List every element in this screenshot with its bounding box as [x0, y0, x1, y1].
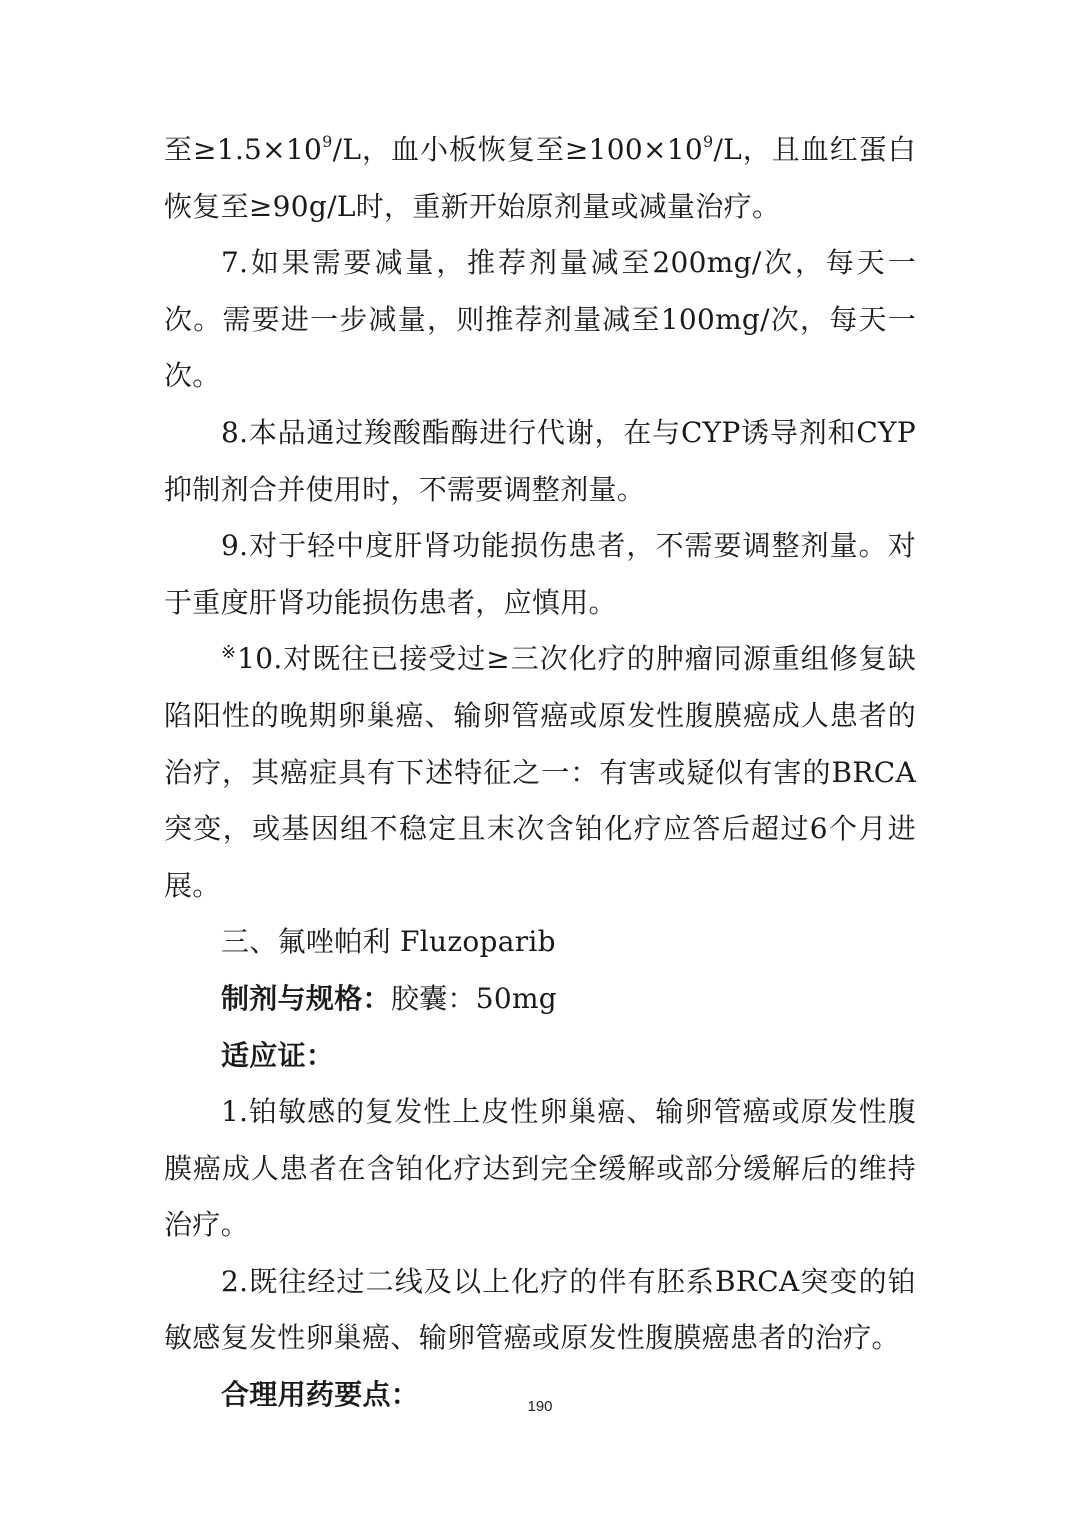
formulation-line — [164, 971, 916, 1028]
superscript: 9 — [322, 132, 333, 151]
indications-heading: 适应证： — [221, 1038, 335, 1072]
paragraph-item-10 — [164, 631, 916, 914]
section-heading: 三、氟唑帕利 Fluzoparib — [221, 925, 556, 959]
item-10-text: 10.对既往已接受过≥三次化疗的肿瘤同源重组修复缺陷阳性的晚期卵巢癌、输卵管癌或原发性腹膜癌成人患者的治疗，其癌症具有下述特征之一：有害或疑似有害的BRCA突变，或基因组不稳定且末次含铂化疗应答后超过6个月进展。 — [164, 642, 916, 902]
page-number: 190 — [527, 1398, 553, 1415]
rational-use-heading: 合理用药要点： — [221, 1378, 420, 1412]
paragraph-dose-recovery — [164, 122, 916, 235]
paragraph-indication-2: 2.既往经过二线及以上化疗的伴有胚系BRCA突变的铂敏感复发性卵巢癌、输卵管癌或原发性腹膜癌患者的治疗。 — [164, 1264, 916, 1355]
text-segment: 至≥1.5×10 — [164, 133, 323, 166]
formulation-label: 制剂与规格： — [221, 981, 391, 1015]
paragraph-item-9: 9.对于轻中度肝肾功能损伤患者，不需要调整剂量。对于重度肝肾功能损伤患者，应慎用。 — [164, 529, 916, 619]
paragraph-indication-1: 1.铂敏感的复发性上皮性卵巢癌、输卵管癌或原发性腹膜癌成人患者在含铂化疗达到完全缓解或部分缓解后的维持治疗。 — [164, 1095, 916, 1242]
superscript: 9 — [702, 132, 714, 151]
paragraph-item-7: 7.如果需要减量，推荐剂量减至200mg/次，每天一次。需要进一步减量，则推荐剂量减至100mg/次，每天一次。 — [164, 246, 916, 393]
text-segment: /L，血小板恢复至≥100×10 — [332, 133, 703, 166]
page-content — [164, 122, 916, 1424]
paragraph-item-8: 8.本品通过羧酸酯酶进行代谢，在与CYP诱导剂和CYP抑制剂合并使用时，不需要调整剂量。 — [164, 415, 916, 506]
formulation-value: 胶囊：50mg — [390, 981, 558, 1015]
reference-mark: ※ — [221, 642, 238, 664]
text-segment: /L，且血红蛋白恢复至≥90g/L时，重新开始原剂量或减量治疗。 — [164, 133, 916, 223]
